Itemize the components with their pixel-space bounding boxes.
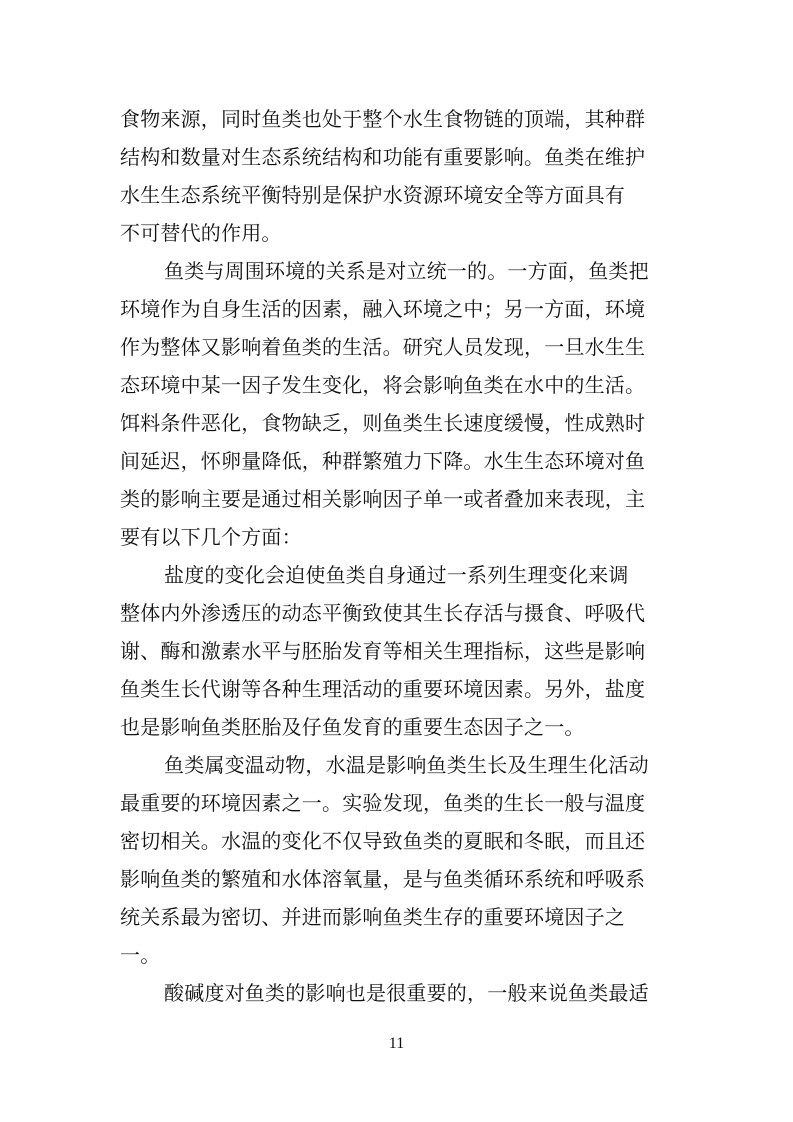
text-line: 整体内外渗透压的动态平衡致使其生长存活与摄食、呼吸代 xyxy=(120,601,646,625)
text-line: 盐度的变化会迫使鱼类自身通过一系列生理变化来调 xyxy=(164,563,629,587)
text-line: 谢、酶和激素水平与胚胎发育等相关生理指标，这些是影响 xyxy=(120,639,646,663)
text-line: 水生生态系统平衡特别是保护水资源环境安全等方面具有 xyxy=(120,183,625,207)
text-line: 鱼类生长代谢等各种生理活动的重要环境因素。另外，盐度 xyxy=(120,677,646,701)
text-line: 作为整体又影响着鱼类的生活。研究人员发现，一旦水生生 xyxy=(120,335,646,359)
text-line: 环境作为自身生活的因素，融入环境之中；另一方面，环境 xyxy=(120,297,646,321)
text-line: 鱼类属变温动物，水温是影响鱼类生长及生理生化活动 xyxy=(164,753,649,777)
text-line: 结构和数量对生态系统结构和功能有重要影响。鱼类在维护 xyxy=(120,145,646,169)
text-line: 态环境中某一因子发生变化，将会影响鱼类在水中的生活。 xyxy=(120,373,646,397)
text-line: 也是影响鱼类胚胎及仔鱼发育的重要生态因子之一。 xyxy=(120,715,585,739)
text-line: 鱼类与周围环境的关系是对立统一的。一方面，鱼类把 xyxy=(164,259,649,283)
text-line: 一。 xyxy=(120,943,161,967)
text-line: 间延迟，怀卵量降低，种群繁殖力下降。水生生态环境对鱼 xyxy=(120,449,646,473)
text-line: 类的影响主要是通过相关影响因子单一或者叠加来表现，主 xyxy=(120,487,646,511)
page-number: 11 xyxy=(388,1035,405,1052)
text-line: 酸碱度对鱼类的影响也是很重要的，一般来说鱼类最适 xyxy=(164,981,649,1005)
text-line: 统关系最为密切、并进而影响鱼类生存的重要环境因子之 xyxy=(120,905,625,929)
text-line: 影响鱼类的繁殖和水体溶氧量，是与鱼类循环系统和呼吸系 xyxy=(120,867,646,891)
text-line: 饵料条件恶化，食物缺乏，则鱼类生长速度缓慢，性成熟时 xyxy=(120,411,646,435)
body-text xyxy=(120,100,680,1012)
text-line: 要有以下几个方面： xyxy=(120,525,302,549)
text-line: 密切相关。水温的变化不仅导致鱼类的夏眠和冬眠，而且还 xyxy=(120,829,646,853)
text-line: 最重要的环境因素之一。实验发现，鱼类的生长一般与温度 xyxy=(120,791,646,815)
text-line: 食物来源，同时鱼类也处于整个水生食物链的顶端，其种群 xyxy=(120,107,646,131)
text-line: 不可替代的作用。 xyxy=(120,221,282,245)
